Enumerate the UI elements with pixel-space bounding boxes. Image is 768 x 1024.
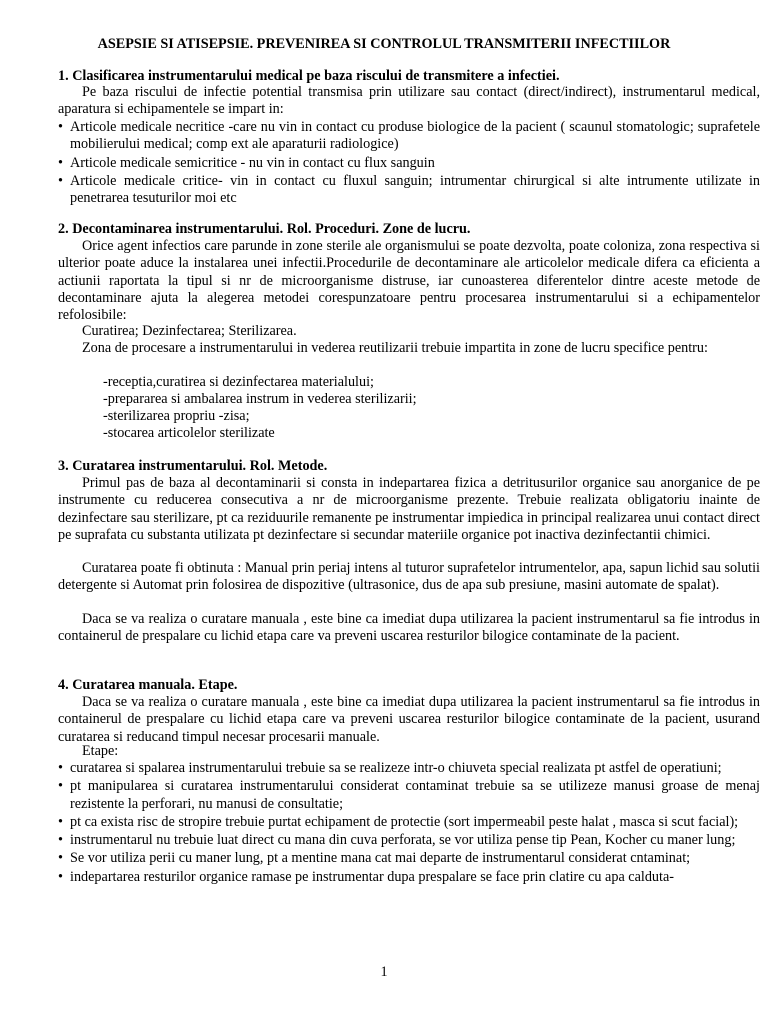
list-item: • Articole medicale semicritice - nu vin in contact cu flux sanguin bbox=[58, 155, 760, 172]
section-4-paragraph-1: Daca se va realiza o curatare manuala , este bine ca imediat dupa utilizarea la pacient instrumentarul sa fie introdus in containerul de prespalare cu lichid etapa care va preveni uscarea resturilor bilogice contaminate de la pacient, usurand curatarea si reducand timpul necesar procesarii manuale. bbox=[58, 694, 760, 745]
list-item: • Articole medicale critice- vin in contact cu fluxul sanguin; intrumentar chirurgical si alte intrumente utilizate in penetrarea tesuturilor moi etc bbox=[58, 173, 760, 208]
document-title: ASEPSIE SI ATISEPSIE. PREVENIREA SI CONTROLUL TRANSMITERII INFECTIILOR bbox=[97, 36, 671, 52]
section-3-paragraph-2: Curatarea poate fi obtinuta : Manual prin periaj intens al tuturor suprafetelor intrumentelor, apa, sapun lichid sau solutii detergente si Automat prin folosirea de dispozitive (ultrasonice, dus de apa sub presiune, masini automate de spalat). bbox=[58, 560, 760, 594]
section-2-paragraph-1: Orice agent infectios care parunde in zone sterile ale organismului se poate dezvolta, poate coloniza, zona respectiva si ulterior poate aduce la instalarea unei infectii.Procedurile de decontaminare ale articolelor medicale difera ca eficienta a actiunii raportata la tipul si nr de microorganisme distruse, iar cunoasterea diferentelor dintre aceste metode de decontaminare ajuta la alegerea metodei corespunzatoare pentru procesarea instrumentarului si a echipamentelor refolosibile: bbox=[58, 238, 760, 324]
section-4-etape-label: Etape: bbox=[82, 743, 119, 759]
section-2-paragraph-3: Zona de procesare a instrumentarului in vederea reutilizarii trebuie impartita in zone de lucru specifice pentru: bbox=[82, 340, 708, 356]
list-item: • pt ca exista risc de stropire trebuie purtat echipament de protectie (sort impermeabil peste halat , masca si scut facial); bbox=[58, 814, 760, 831]
list-item: • Se vor utiliza perii cu maner lung, pt a mentine mana cat mai departe de instrumentarul considerat cntaminat; bbox=[58, 850, 760, 867]
section-4-list bbox=[58, 760, 760, 887]
list-item: • indepartarea resturilor organice ramase pe instrumentar dupa prespalare se face prin clatire cu apa calduta- bbox=[58, 869, 760, 886]
list-item: • pt manipularea si curatarea instrumentarului considerat contaminat trebuie sa se utilizeze manusi groase de menaj rezistente la perforari, nu manusi de consultatie; bbox=[58, 778, 760, 813]
section-4-heading: 4. Curatarea manuala. Etape. bbox=[58, 677, 238, 693]
section-1-heading: 1. Clasificarea instrumentarului medical pe baza riscului de transmitere a infectiei. bbox=[58, 68, 560, 84]
list-item: -sterilizarea propriu -zisa; bbox=[103, 408, 250, 424]
section-2-paragraph-2: Curatirea; Dezinfectarea; Sterilizarea. bbox=[82, 323, 297, 339]
section-3-paragraph-1: Primul pas de baza al decontaminarii si consta in indepartarea fizica a detritusurilor organice sau anorganice de pe instrumente cu reducerea consecutiva a nr de microorganisme prezente. Trebuie realizata obligatoriu inainte de dezinfectare sau sterilizare, pt ca reziduurile remanente pe instrumentar impiedica in principal realizarea unui contact direct pe suprafata cu substanta utilizata pt dezinfectare si secundar materiile organice pot inactiva dezinfectantii chimici. bbox=[58, 475, 760, 543]
page-number: 1 bbox=[380, 964, 388, 980]
list-item: • Articole medicale necritice -care nu vin in contact cu produse biologice de la pacient ( scaunul stomatologic; suprafetele mobilierului medical; comp ext ale aparaturii radiologice) bbox=[58, 119, 760, 154]
section-3-heading: 3. Curatarea instrumentarului. Rol. Metode. bbox=[58, 458, 328, 474]
list-item: • instrumentarul nu trebuie luat direct cu mana din cuva perforata, se vor utiliza pense tip Pean, Kocher cu maner lung; bbox=[58, 832, 760, 849]
section-1-list bbox=[58, 119, 760, 208]
section-3-paragraph-3: Daca se va realiza o curatare manuala , este bine ca imediat dupa utilizarea la pacient instrumentarul sa fie introdus in containerul de prespalare cu lichid etapa care va preveni uscarea resturilor bilogice contaminate de la pacient. bbox=[58, 611, 760, 645]
list-item: -receptia,curatirea si dezinfectarea materialului; bbox=[103, 374, 374, 390]
list-item: -prepararea si ambalarea instrum in vederea sterilizarii; bbox=[103, 391, 417, 407]
section-2-heading: 2. Decontaminarea instrumentarului. Rol. Proceduri. Zone de lucru. bbox=[58, 221, 471, 237]
list-item: • curatarea si spalarea instrumentarului trebuie sa se realizeze intr-o chiuveta special realizata pt astfel de operatiuni; bbox=[58, 760, 760, 777]
section-1-intro: Pe baza riscului de infectie potential transmisa prin utilizare sau contact (direct/indirect), instrumentarul medical, aparatura si echipamentele se impart in: bbox=[58, 84, 760, 118]
list-item: -stocarea articolelor sterilizate bbox=[103, 425, 275, 441]
